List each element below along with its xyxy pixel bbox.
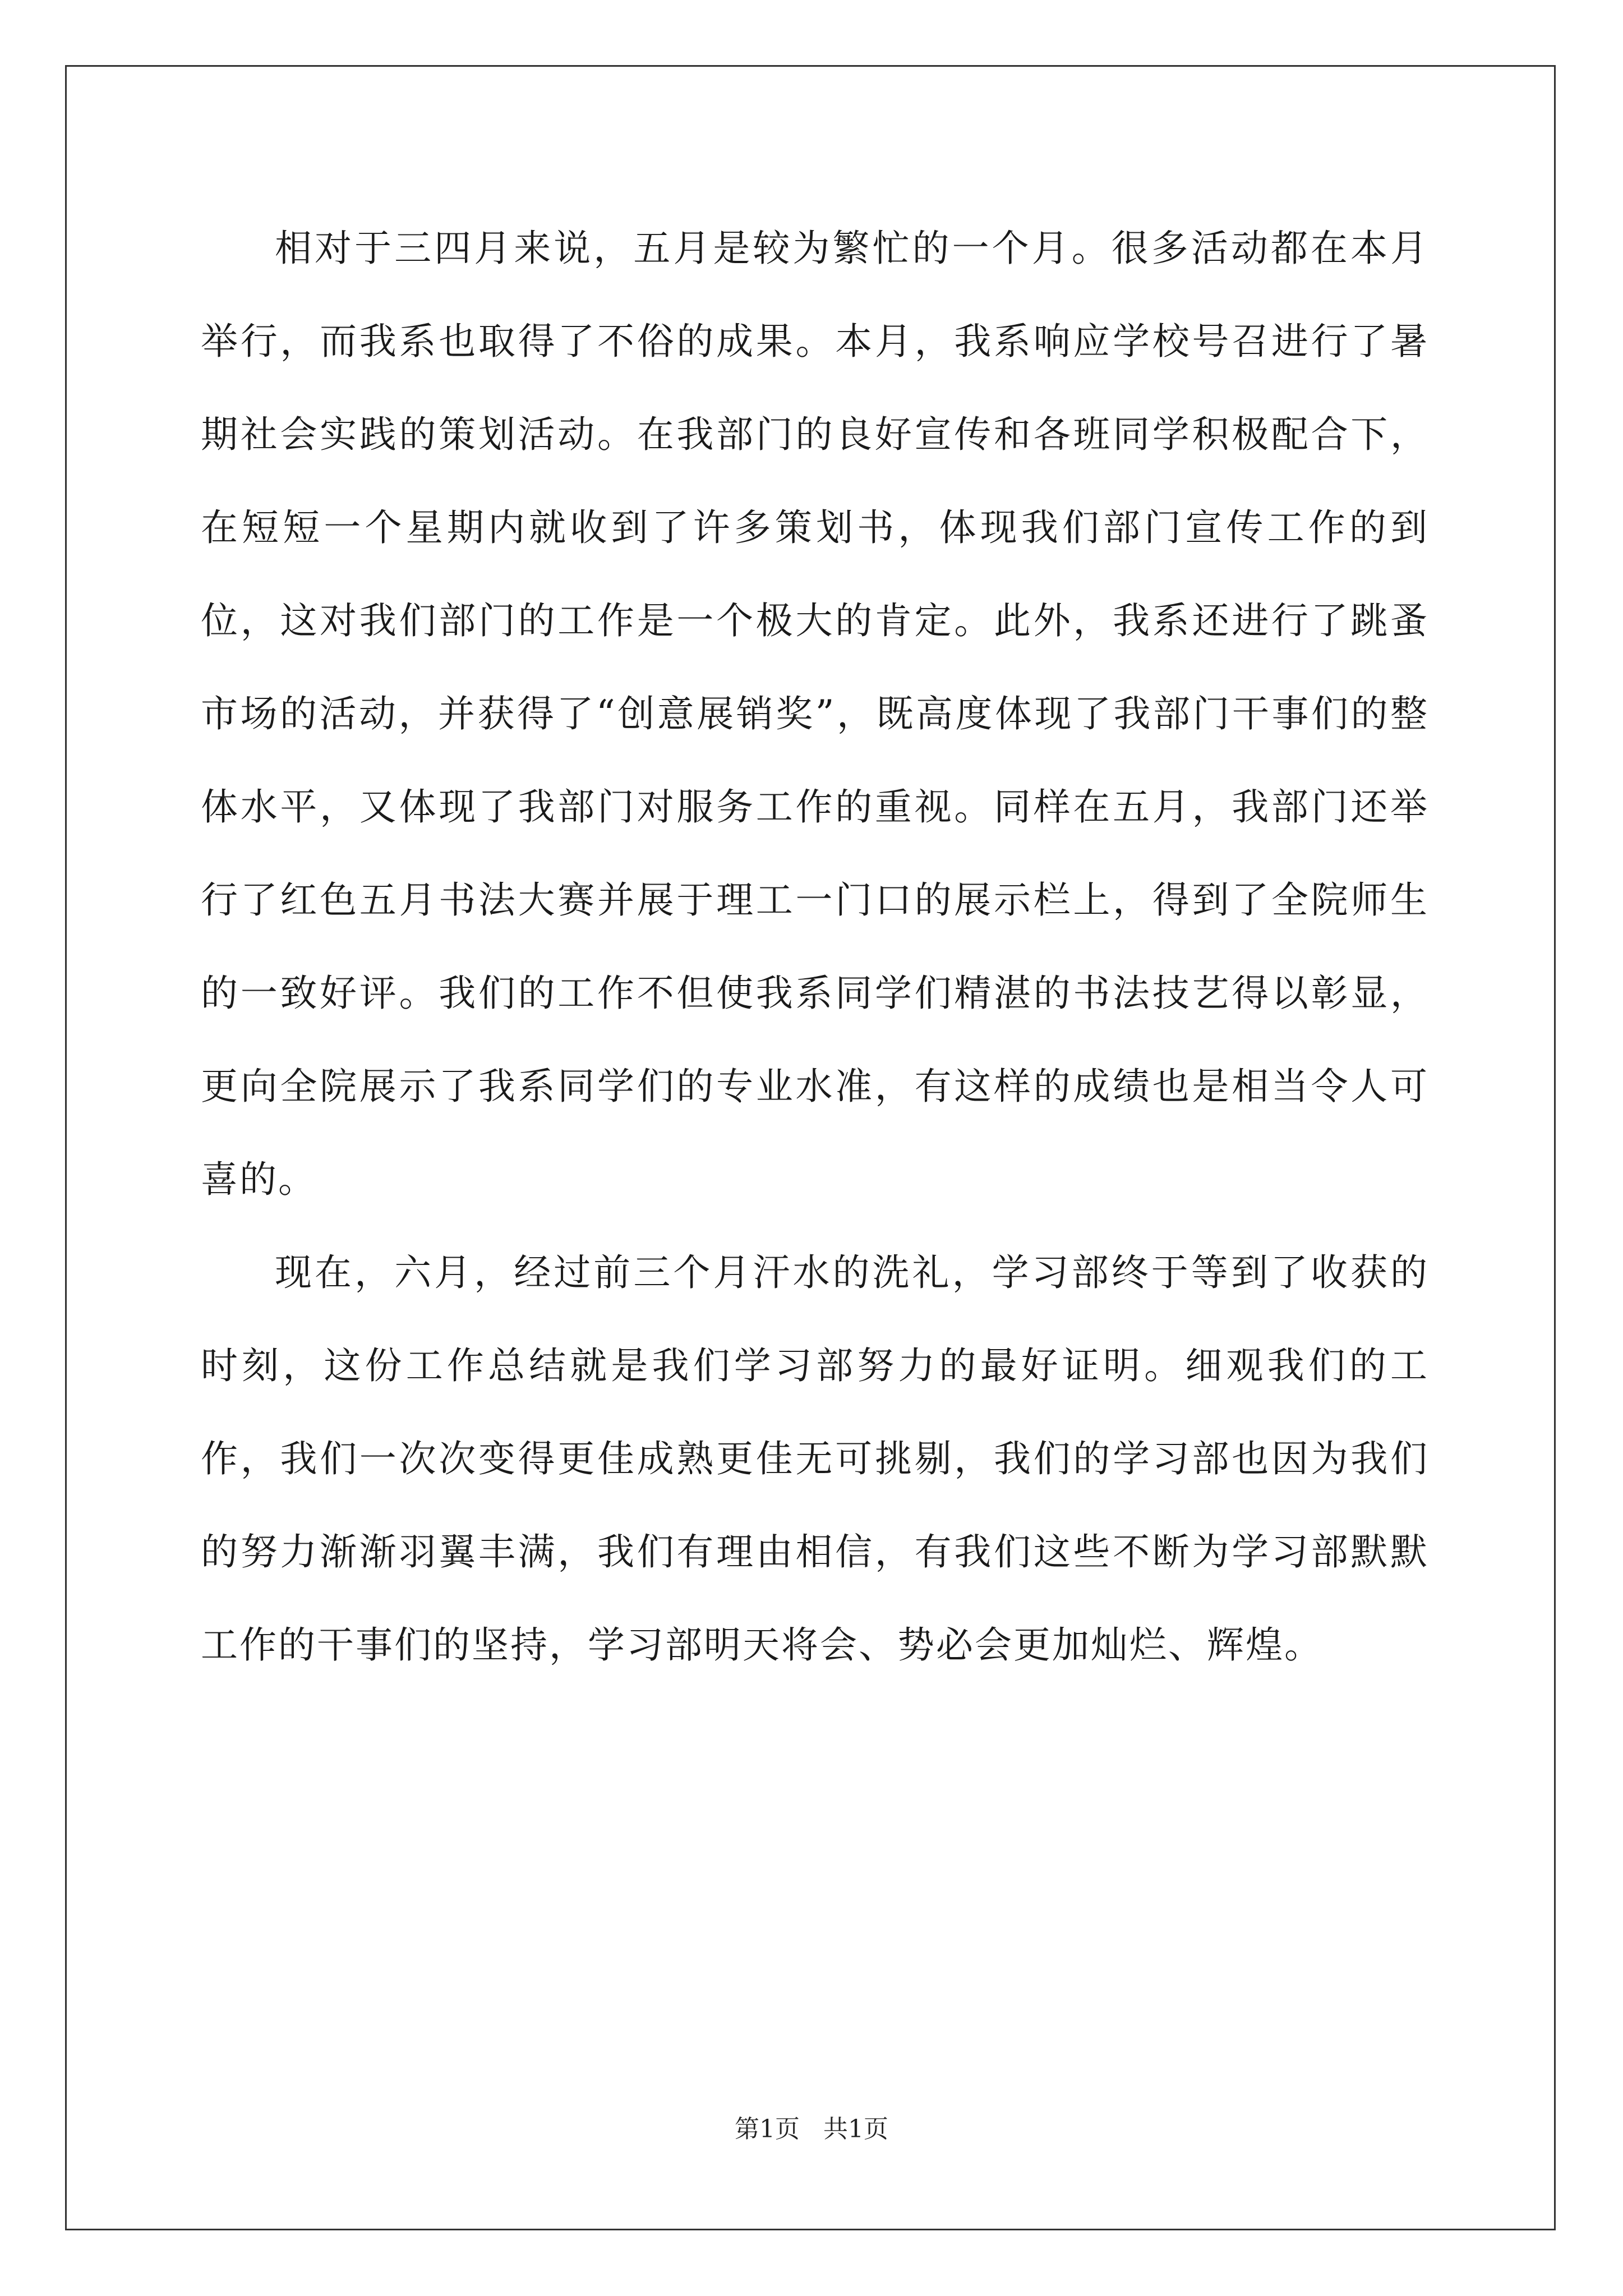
paragraph-2: 现在，六月，经过前三个月汗水的洗礼，学习部终于等到了收获的时刻，这份工作总结就是我们学习部努力的最好证明。细观我们的工作，我们一次次变得更佳成熟更佳无可挑剔，我们的学习部也因为我们的努力渐渐羽翼丰满，我们有理由相信，有我们这些不断为学习部默默工作的干事们的坚持，学习部明天将会、势必会更加灿烂、辉煌。 — [201, 1251, 1429, 1667]
page-number: 第1页 — [735, 2115, 800, 2143]
page-footer — [0, 2114, 1623, 2145]
document-body — [201, 202, 1429, 1692]
footer-spacer — [800, 2115, 823, 2143]
paragraph-1: 相对于三四月来说，五月是较为繁忙的一个月。很多活动都在本月举行，而我系也取得了不俗的成果。本月，我系响应学校号召进行了暑期社会实践的策划活动。在我部门的良好宣传和各班同学积极配合下，在短短一个星期内就收到了许多策划书，体现我们部门宣传工作的到位，这对我们部门的工作是一个极大的肯定。此外，我系还进行了跳蚤市场的活动，并获得了“创意展销奖”，既高度体现了我部门干事们的整体水平，又体现了我部门对服务工作的重视。同样在五月，我部门还举行了红色五月书法大赛并展于理工一门口的展示栏上，得到了全院师生的一致好评。我们的工作不但使我系同学们精湛的书法技艺得以彰显，更向全院展示了我系同学们的专业水准，有这样的成绩也是相当令人可喜的。 — [201, 227, 1429, 1201]
page-total: 共1页 — [823, 2115, 888, 2143]
